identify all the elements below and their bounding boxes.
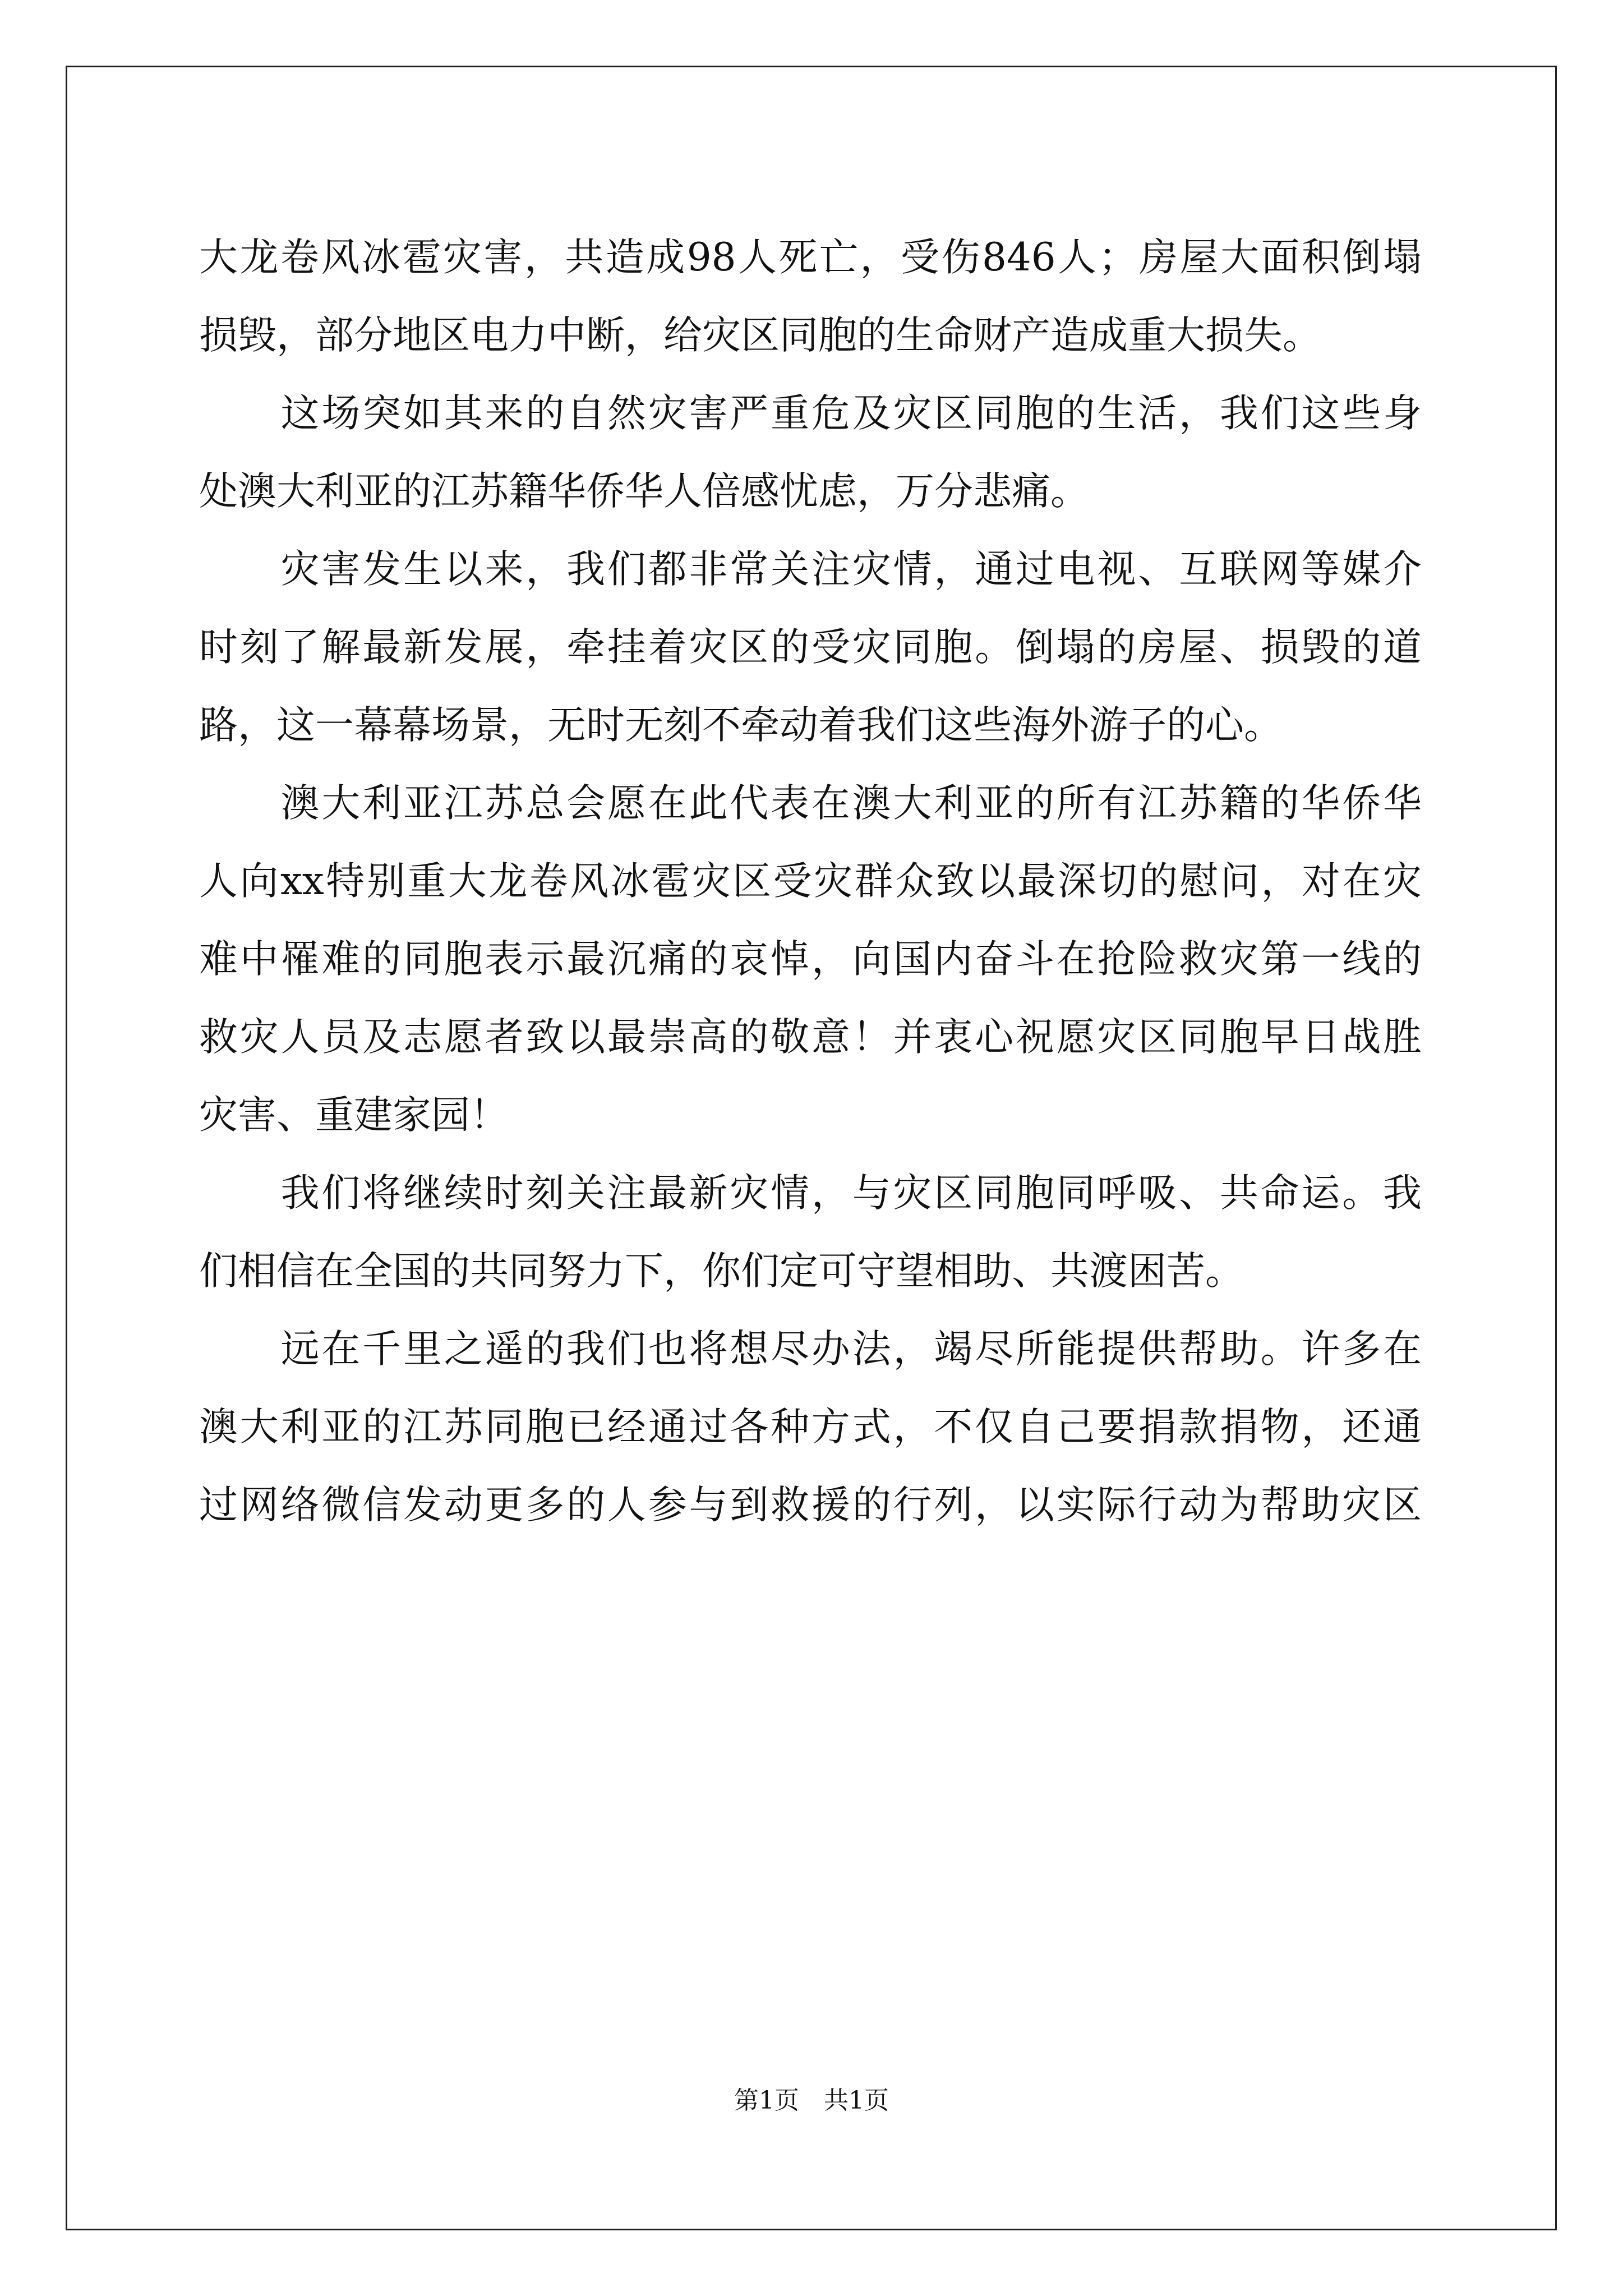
text-line: 人向xx特别重大龙卷风冰雹灾区受灾群众致以最深切的慰问，对在灾 bbox=[199, 859, 1422, 904]
text-line: 处澳大利亚的江苏籍华侨华人倍感忧虑，万分悲痛。 bbox=[199, 469, 1089, 514]
text-line: 损毁，部分地区电力中断，给灾区同胞的生命财产造成重大损失。 bbox=[199, 313, 1321, 358]
text-line: 灾害、重建家园！ bbox=[199, 1093, 509, 1138]
text-line: 澳大利亚江苏总会愿在此代表在澳大利亚的所有江苏籍的华侨华 bbox=[199, 781, 1422, 826]
text-line: 时刻了解最新发展，牵挂着灾区的受灾同胞。倒塌的房屋、损毁的道 bbox=[199, 625, 1422, 670]
text-line: 过网络微信发动更多的人参与到救援的行列，以实际行动为帮助灾区 bbox=[199, 1483, 1422, 1527]
text-line: 远在千里之遥的我们也将想尽办法，竭尽所能提供帮助。许多在 bbox=[199, 1327, 1422, 1372]
text-line: 灾害发生以来，我们都非常关注灾情，通过电视、互联网等媒介 bbox=[199, 547, 1422, 592]
document-body bbox=[199, 219, 1422, 1544]
text-line: 救灾人员及志愿者致以最崇高的敬意！并衷心祝愿灾区同胞早日战胜 bbox=[199, 1015, 1422, 1060]
text-line: 们相信在全国的共同努力下，你们定可守望相助、共渡困苦。 bbox=[199, 1249, 1244, 1294]
text-line: 澳大利亚的江苏同胞已经通过各种方式，不仅自己要捐款捐物，还通 bbox=[199, 1405, 1422, 1450]
page-number-footer: 第1页 共1页 bbox=[734, 2086, 889, 2115]
text-line: 我们将继续时刻关注最新灾情，与灾区同胞同呼吸、共命运。我 bbox=[199, 1171, 1422, 1216]
text-line: 难中罹难的同胞表示最沉痛的哀悼，向国内奋斗在抢险救灾第一线的 bbox=[199, 937, 1422, 982]
text-line: 这场突如其来的自然灾害严重危及灾区同胞的生活，我们这些身 bbox=[199, 391, 1422, 436]
text-line: 大龙卷风冰雹灾害，共造成98人死亡，受伤846人；房屋大面积倒塌 bbox=[199, 235, 1422, 280]
text-line: 路，这一幕幕场景，无时无刻不牵动着我们这些海外游子的心。 bbox=[199, 703, 1283, 748]
